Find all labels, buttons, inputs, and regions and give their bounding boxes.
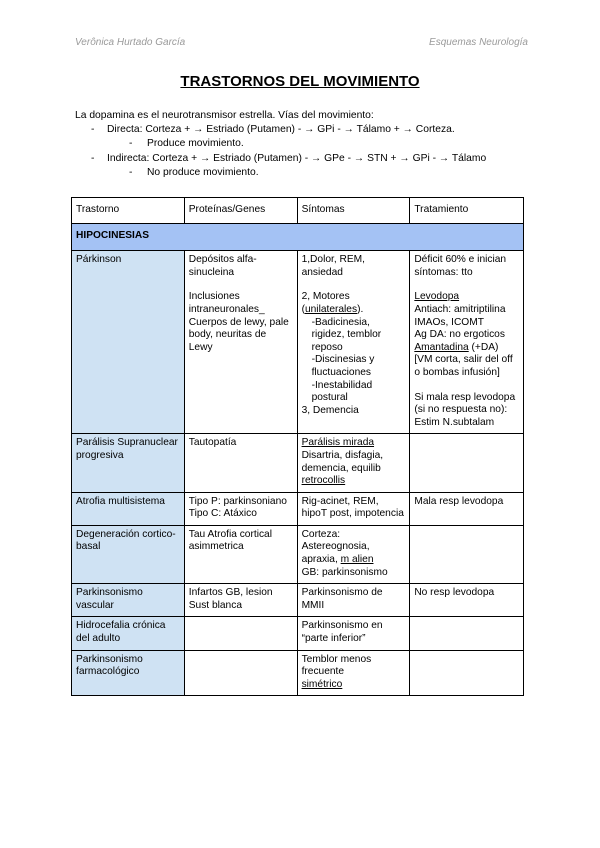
page-title: TRASTORNOS DEL MOVIMIENTO [180, 73, 420, 90]
cell-text: retrocollis [301, 475, 346, 487]
cell-text: m alien [340, 554, 374, 566]
cell-text: -Badicinesia, rigidez, temblor reposo [311, 316, 382, 353]
table-row [72, 525, 524, 583]
intro-indirecta [75, 152, 535, 166]
section-row [72, 223, 524, 251]
header-subject: Esquemas Neurología [429, 37, 528, 48]
intro-indirecta-text: Indirecta: Corteza + → Estriado (Putamen) - → GPe - → STN + → GPi - → Tálamo [107, 152, 487, 164]
intro-directa-text: Directa: Corteza + → Estriado (Putamen) - → GPi - → Tálamo + → Corteza. [107, 124, 455, 136]
symptoms-cell: Rig-acinet, REM, hipoT post, impotencia [297, 492, 410, 525]
table-header-row [72, 198, 524, 224]
cell-text: (+DA) [468, 341, 499, 353]
intro-indirecta-sub-text: No produce movimiento. [147, 166, 259, 178]
intro-block [75, 109, 535, 180]
cell-text [302, 291, 406, 316]
dash-bullet: - [129, 138, 133, 150]
proteins-cell: Tau Atrofia cortical asimmetrica [184, 525, 297, 583]
cell-text [414, 342, 519, 355]
disorders-table [71, 197, 524, 696]
cell-text: 2, Motores ( [301, 291, 350, 315]
proteins-cell: Infartos GB, lesion Sust blanca [184, 584, 297, 617]
intro-directa [75, 123, 535, 137]
table-row [72, 617, 524, 650]
cell-text [302, 529, 406, 567]
cell-text: ). [357, 303, 364, 315]
table-row [72, 251, 524, 434]
cell-text: Temblor menos frecuente [301, 653, 372, 678]
cell-text: GB: parkinsonismo [301, 566, 388, 578]
header-cell: Síntomas [297, 198, 410, 224]
dash-bullet: - [91, 124, 95, 136]
header-cell: Tratamiento [410, 198, 524, 224]
symptoms-cell [297, 434, 410, 492]
treatment-cell [410, 617, 524, 650]
cell-text: 1,Dolor, REM, ansiedad [301, 254, 365, 278]
disorder-name: Párkinson [72, 251, 185, 434]
intro-line: La dopamina es el neurotransmisor estrella. Vías del movimiento: [75, 110, 374, 121]
proteins-cell [184, 617, 297, 650]
treatment-cell [410, 434, 524, 492]
intro-indirecta-sub [75, 166, 535, 180]
cell-text: Depósitos alfa-sinucleina [188, 254, 257, 278]
treatment-cell [410, 650, 524, 696]
disorder-name: Degeneración cortico-basal [72, 525, 185, 583]
symptoms-cell [297, 525, 410, 583]
disorder-name: Parkinsonismo vascular [72, 584, 185, 617]
cell-text: Levodopa [414, 291, 460, 303]
cell-text: Déficit 60% e inician síntomas: tto [414, 254, 507, 278]
cell-text: -Inestabilidad postural [311, 379, 373, 404]
intro-directa-sub [75, 137, 535, 151]
cell-text: Disartria, disfagia, demencia, equilib [301, 449, 384, 474]
cell-text: Inclusiones intraneuronales_ Cuerpos de lewy, pale body, neuritas de Lewy [188, 291, 289, 353]
dash-bullet: - [129, 166, 133, 178]
disorder-name: Atrofia multisistema [72, 492, 185, 525]
cell-text: -Discinesias y fluctuaciones [311, 354, 375, 378]
cell-text: Antiach: amitriptilina IMAOs, ICOMT [414, 303, 506, 328]
treatment-cell [410, 525, 524, 583]
cell-text: [VM corta, salir del off o bombas infusión] [414, 354, 513, 378]
disorder-name: Parkinsonismo farmacológico [72, 650, 185, 696]
cell-text: Ag DA: no ergoticos [414, 329, 505, 341]
proteins-cell [184, 650, 297, 696]
table-row [72, 584, 524, 617]
symptoms-cell: Parkinsonismo de MMII [297, 584, 410, 617]
table-row [72, 492, 524, 525]
symptoms-cell [297, 650, 410, 696]
cell-text: 3, Demencia [301, 404, 359, 416]
section-title: HIPOCINESIAS [72, 223, 524, 251]
dash-bullet: - [91, 152, 95, 164]
header-cell: Proteínas/Genes [184, 198, 297, 224]
symptoms-cell [297, 251, 410, 434]
proteins-cell [184, 251, 297, 434]
cell-text: Corteza: Astereognosia, apraxia, [301, 528, 370, 566]
treatment-cell: No resp levodopa [410, 584, 524, 617]
header-author: Verônica Hurtado García [75, 37, 186, 48]
cell-text: Si mala resp levodopa (si no respuesta no): Estim N.subtalam [414, 391, 516, 428]
treatment-cell: Mala resp levodopa [410, 492, 524, 525]
header-cell: Trastorno [72, 198, 185, 224]
cell-text: unilaterales [304, 303, 358, 315]
intro-directa-sub-text: Produce movimiento. [147, 138, 244, 150]
symptoms-cell: Parkinsonismo en “parte inferior” [297, 617, 410, 650]
disorder-name: Parálisis Supranuclear progresiva [72, 434, 185, 492]
disorder-name: Hidrocefalia crónica del adulto [72, 617, 185, 650]
table-row [72, 650, 524, 696]
cell-text: simétrico [301, 678, 343, 690]
proteins-cell: Tipo P: parkinsoniano Tipo C: Atáxico [184, 492, 297, 525]
proteins-cell: Tautopatía [184, 434, 297, 492]
cell-text: Amantadina [414, 341, 469, 353]
cell-text: Parálisis mirada [301, 437, 375, 449]
treatment-cell [410, 251, 524, 434]
table-row [72, 434, 524, 492]
